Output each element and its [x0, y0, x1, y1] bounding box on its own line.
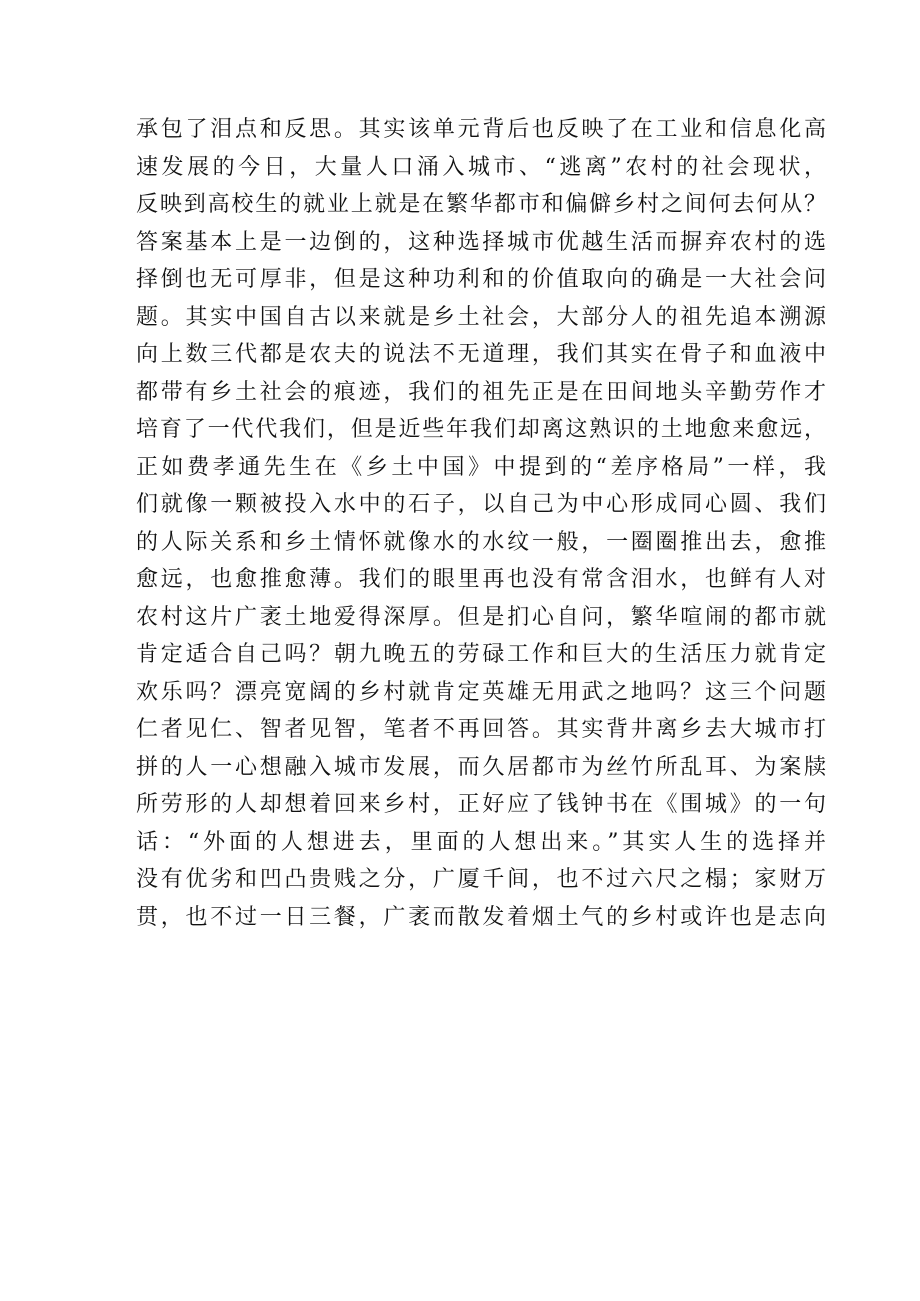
text-line: 农村这片广袤土地爱得深厚。但是扪心自问，繁华喧闹的都市就: [136, 604, 826, 630]
text-line: 题。其实中国自古以来就是乡土社会，大部分人的祖先追本溯源: [136, 304, 826, 330]
text-line: 愈远，也愈推愈薄。我们的眼里再也没有常含泪水，也鲜有人对: [136, 567, 826, 592]
text-line: 们就像一颗被投入水中的石子，以自己为中心形成同心圆、我们: [136, 492, 826, 517]
text-line: 贯，也不过一日三餐，广袤而散发着烟土气的乡村或许也是志向: [136, 904, 826, 930]
text-line: 答案基本上是一边倒的，这种选择城市优越生活而摒弃农村的选: [136, 229, 826, 255]
text-line: 向上数三代都是农夫的说法不无道理，我们其实在骨子和血液中: [136, 342, 826, 367]
text-line: 拼的人一心想融入城市发展，而久居都市为丝竹所乱耳、为案牍: [136, 754, 826, 780]
text-line: 没有优劣和凹凸贵贱之分，广厦千间，也不过六尺之榻；家财万: [136, 867, 826, 892]
text-line: 话：“外面的人想进去，里面的人想出来。”其实人生的选择并: [136, 829, 826, 855]
text-line: 择倒也无可厚非，但是这种功利和的价值取向的确是一大社会问: [136, 267, 826, 292]
text-line: 所劳形的人却想着回来乡村，正好应了钱钟书在《围城》的一句: [136, 792, 826, 817]
text-line: 承包了泪点和反思。其实该单元背后也反映了在工业和信息化高: [136, 117, 826, 142]
text-line: 肯定适合自己吗？朝九晚五的劳碌工作和巨大的生活压力就肯定: [136, 642, 826, 667]
text-line: 培育了一代代我们，但是近些年我们却离这熟识的土地愈来愈远，: [136, 417, 826, 442]
text-line: 反映到高校生的就业上就是在繁华都市和偏僻乡村之间何去何从？: [136, 192, 826, 217]
text-line: 正如费孝通先生在《乡土中国》中提到的“差序格局”一样，我: [136, 454, 826, 480]
text-line: 的人际关系和乡土情怀就像水的水纹一般，一圈圈推出去，愈推: [136, 529, 826, 555]
text-line: 都带有乡土社会的痕迹，我们的祖先正是在田间地头辛勤劳作才: [136, 379, 826, 405]
text-line: 仁者见仁、智者见智，笔者不再回答。其实背井离乡去大城市打: [136, 717, 826, 742]
text-line: 欢乐吗？漂亮宽阔的乡村就肯定英雄无用武之地吗？这三个问题: [136, 679, 826, 705]
text-line: 速发展的今日，大量人口涌入城市、“逃离”农村的社会现状，: [136, 154, 826, 180]
body-text: [136, 111, 826, 936]
